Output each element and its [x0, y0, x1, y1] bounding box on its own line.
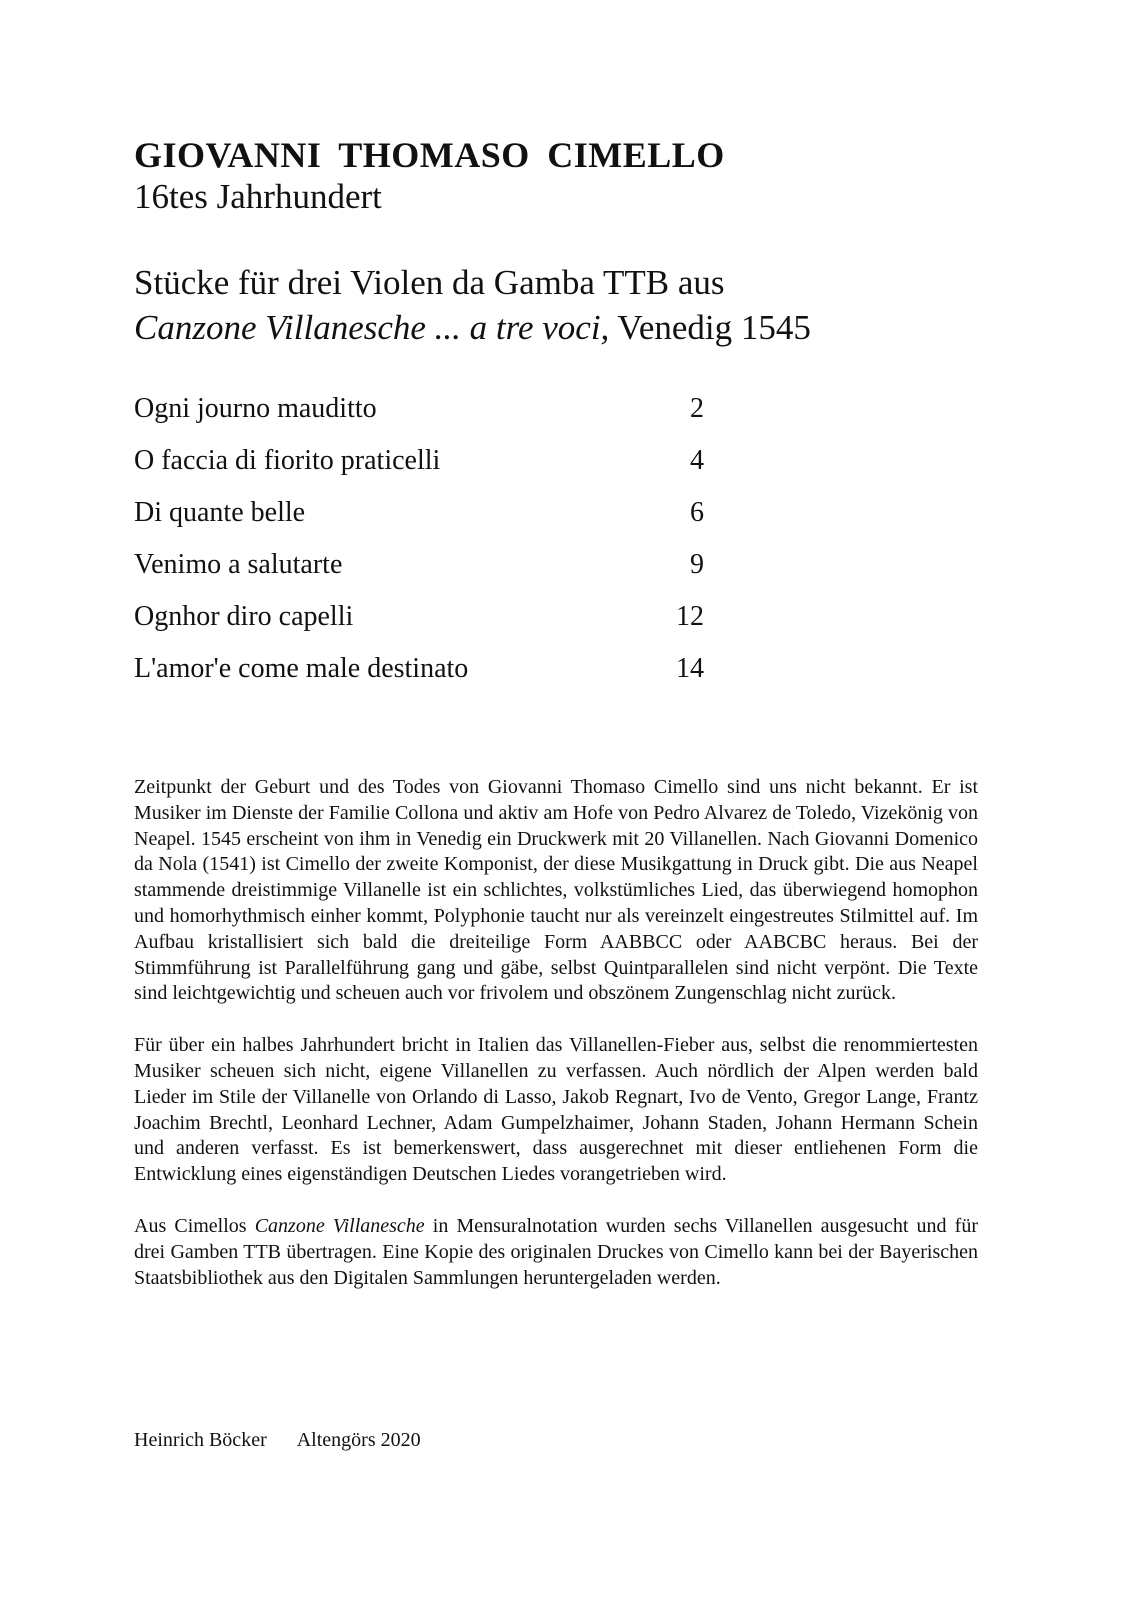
toc-entry-page: 4: [690, 445, 704, 476]
toc-entry-title: Ogni journo mauditto: [134, 393, 377, 424]
toc-entry: [134, 549, 704, 601]
body-text: [134, 775, 978, 1317]
toc-entry: [134, 653, 704, 705]
paragraph-biography: Zeitpunkt der Geburt und des Todes von Giovanni Thomaso Cimello sind uns nicht bekannt. Er ist Musiker im Dienste der Familie Collona und aktiv am Hofe von Pedro Alvarez de Toledo, Vizekönig von Neapel. 1545 erscheint von ihm in Venedig ein Druckwerk mit 20 Villanellen. Nach Giovanni Domenico da Nola (1541) ist Cimello der zweite Komponist, der diese Musikgattung in Druck gibt. Die aus Neapel stammende dreistimmige Villanelle ist ein schlichtes, volkstümliches Lied, das überwiegend homophon und homorhythmisch einher kommt, Polyphonie taucht nur als vereinzelt eingestreutes Stilmittel auf. Im Aufbau kristallisiert sich bald die dreiteilige Form AABBCC oder AABCBC heraus. Bei der Stimmführung ist Parallelführung gang und gäbe, selbst Quintparallelen sind nicht verpönt. Die Texte sind leichtgewichtig und scheuen auch vor frivolem und obszönem Zungenschlag nicht zurück.: [134, 776, 978, 1005]
source-title: Canzone Villanesche ... a tre voci,: [134, 308, 610, 347]
toc-entry: [134, 393, 704, 445]
toc-entry-page: 12: [676, 601, 704, 632]
toc-entry-title: L'amor'e come male destinato: [134, 653, 469, 684]
toc-entry-title: Venimo a salutarte: [134, 549, 343, 580]
toc-entry-page: 6: [690, 497, 704, 528]
toc-entry-title: Ognhor diro capelli: [134, 601, 354, 632]
toc-entry: [134, 497, 704, 549]
toc-entry: [134, 445, 704, 497]
paragraph-villanelle-history: Für über ein halbes Jahrhundert bricht in Italien das Villanellen-Fieber aus, selbst die renommiertesten Musiker scheuen sich nicht, eigene Villanellen zu verfassen. Auch nördlich der Alpen werden bald Lieder im Stile der Villanelle von Orlando di Lasso, Jakob Regnart, Ivo de Vento, Gregor Lange, Frantz Joachim Brechtl, Leonhard Lechner, Adam Gumpelzhaimer, Johann Staden, Johann Hermann Schein und anderen verfasst. Es ist bemerkenswert, dass ausgerechnet mit dieser entliehenen Form die Entwicklung eines eigenständigen Deutschen Liedes vorangetrieben wird.: [134, 1034, 978, 1186]
source-place-year: Venedig 1545: [609, 308, 811, 347]
signature: [134, 1429, 421, 1452]
toc-entry-title: O faccia di fiorito praticelli: [134, 445, 441, 476]
toc-entry-page: 9: [690, 549, 704, 580]
collection-source: [134, 308, 811, 348]
paragraph-edition-end: in Mensuralnotation wurden sechs Villanellen ausgesucht und für drei Gamben TTB übertragen. Eine Kopie des originalen Druckes von Cimello kann bei der Bayerischen Staatsbibliothek aus den Digitalen Sammlungen heruntergeladen werden.: [134, 1214, 979, 1289]
paragraph-edition-title: Canzone Villanesche: [254, 1214, 425, 1237]
toc-entry: [134, 601, 704, 653]
signature-place-year: Altengörs 2020: [296, 1429, 421, 1451]
composer-name: GIOVANNI THOMASO CIMELLO: [134, 135, 725, 175]
toc-entry-page: 2: [690, 393, 704, 424]
collection-heading: Stücke für drei Violen da Gamba TTB aus: [134, 263, 725, 302]
signature-author: Heinrich Böcker: [134, 1429, 267, 1451]
century-subtitle: 16tes Jahrhundert: [134, 177, 382, 216]
paragraph-edition-start: Aus Cimellos: [134, 1214, 255, 1237]
toc-entry-title: Di quante belle: [134, 497, 306, 528]
toc-entry-page: 14: [676, 653, 704, 684]
paragraph-edition-note: [134, 1214, 978, 1291]
table-of-contents: [134, 393, 704, 705]
